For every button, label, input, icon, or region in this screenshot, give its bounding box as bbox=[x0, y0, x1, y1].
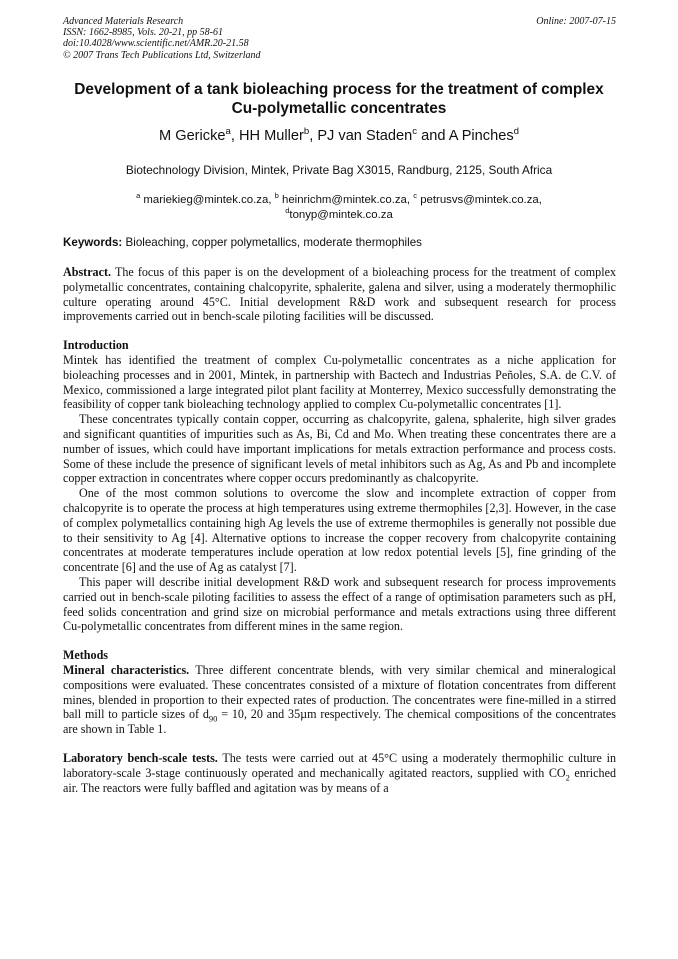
author-name: M Gericke bbox=[159, 128, 226, 144]
intro-paragraph: One of the most common solutions to overcome the slow and incomplete extraction of copper from chalcopyrite is to operate the process at high temperatures using extreme thermophiles [2,3]. However, in the case of complex polymetallics containing high Ag levels the use of extreme thermophiles is generally not possible due to their sensitivity to Ag [4]. Alternative options to increase the copper recovery from chalcopyrite containing concentrates at moderate temperatures include operation at low redox potential levels [5], fine grinding of the concentrate [6] and the use of Ag as catalyst [7]. bbox=[63, 486, 616, 575]
author-affil-mark: d bbox=[513, 126, 519, 138]
mineral-subscript: 90 bbox=[208, 713, 218, 724]
author-name: PJ van Staden bbox=[317, 128, 413, 144]
email-separator: , bbox=[538, 194, 542, 206]
email-mark: b bbox=[274, 191, 279, 201]
author-affil-mark: c bbox=[412, 126, 418, 138]
lab-subscript: 2 bbox=[565, 772, 570, 783]
author-separator: and bbox=[417, 128, 449, 144]
email-address[interactable]: tonyp@mintek.co.za bbox=[289, 208, 393, 221]
email-mark: c bbox=[413, 191, 418, 201]
intro-paragraph: Mintek has identified the treatment of complex Cu-polymetallic concentrates as a niche application for bioleaching processes and in 2001, Mintek, in partnership with Bactech and Industrias Peñoles, S.A. de C.V. of Mexico, commissioned a large integrated pilot plant facility at Monterrey, Mexico successfully demonstrating the feasibility of copper tank bioleaching technology applied to complex Cu-polymetallic concentrates [1]. bbox=[63, 352, 616, 412]
abstract-label: Abstract. bbox=[63, 265, 112, 279]
email-address[interactable]: mariekieg@mintek.co.za bbox=[143, 194, 269, 206]
email-separator: , bbox=[268, 194, 275, 206]
online-date: Online: 2007-07-15 bbox=[536, 16, 616, 27]
author-separator: , bbox=[230, 128, 239, 144]
author bbox=[317, 128, 417, 144]
intro-paragraph: This paper will describe initial development R&D work and subsequent research for process improvements carried out in bench-scale piloting facilities to assess the effect of a range of optimisation parameters such as pH, feed solids concentration and grind size on microbial performance and metals extractions using three different Cu-polymetallic concentrates from different mines in the same region. bbox=[63, 574, 616, 634]
author-name: HH Muller bbox=[238, 128, 304, 144]
mineral-text-start: Three different concentrate blends, with very similar chemical and mineralogical compositions were evaluated. These concentrates consisted of a mixture of flotation concentrates from different mines, blended in proportion to their expected rates of production. The concentrates were fine-milled in a stirred ball mill to particle sizes of d bbox=[63, 662, 616, 722]
author-separator: , bbox=[309, 128, 318, 144]
keywords-text: Bioleaching, copper polymetallics, moderate thermophiles bbox=[125, 236, 422, 249]
author-affil-mark: a bbox=[225, 126, 231, 138]
paper-body bbox=[63, 265, 616, 795]
abstract-text: The focus of this paper is on the development of a bioleaching process for the treatment of complex polymetallic concentrates, containing chalcopyrite, sphalerite, galena and silver, using a moderately thermophilic culture operating around 45°C. Initial development R&D work and subsequent research for process improvements carried out in bench-scale piloting facilities will be discussed. bbox=[63, 265, 616, 324]
title-line-2: Cu-polymetallic concentrates bbox=[231, 100, 447, 117]
email-mark: a bbox=[136, 191, 141, 201]
copyright-line: © 2007 Trans Tech Publications Ltd, Switzerland bbox=[63, 49, 261, 61]
lab-label: Laboratory bench-scale tests. bbox=[63, 750, 218, 765]
doi-line: doi:10.4028/www.scientific.net/AMR.20-21.58 bbox=[63, 38, 249, 50]
email-address[interactable]: heinrichm@mintek.co.za bbox=[282, 194, 407, 206]
email-separator: , bbox=[406, 194, 414, 206]
keywords bbox=[63, 236, 616, 249]
intro-paragraph: These concentrates typically contain copper, occurring as chalcopyrite, galena, sphalerite, high silver grades and significant quantities of impurities such as As, Bi, Cd and Mo. When treating these concentrates there are a number of issues, which could have important implications for metals extraction performance and process costs. Some of these include the presence of significant levels of metal inhibitors such as Ag, As and Pb and incomplete copper extraction in concentrates where copper occurs predominantly as chalcopyrite. bbox=[63, 412, 616, 486]
email-mark: d bbox=[285, 205, 290, 215]
lab-text-end: enriched air. The reactors were fully baffled and agitation was by means of a bbox=[63, 765, 616, 795]
issn-line: ISSN: 1662-8985, Vols. 20-21, pp 58-61 bbox=[63, 27, 223, 39]
author-list bbox=[40, 128, 638, 144]
lab-text-start: The tests were carried out at 45°C using a moderately thermophilic culture in laboratory-scale 3-stage continuously operated and mechanically agitated reactors, supplied with CO bbox=[63, 750, 616, 780]
abstract bbox=[63, 265, 616, 324]
mineral-characteristics-paragraph bbox=[63, 663, 616, 737]
running-header bbox=[63, 16, 616, 61]
mineral-label: Mineral characteristics. bbox=[63, 662, 190, 677]
introduction-heading: Introduction bbox=[63, 338, 129, 353]
lab-tests-paragraph bbox=[63, 751, 616, 795]
author-affil-mark: b bbox=[303, 126, 310, 138]
email-address[interactable]: petrusvs@mintek.co.za bbox=[420, 194, 539, 206]
journal-name: Advanced Materials Research bbox=[63, 16, 184, 27]
author-name: A Pinches bbox=[448, 128, 514, 144]
keywords-label: Keywords: bbox=[63, 236, 123, 249]
mineral-text-end: = 10, 20 and 35µm respectively. The chemical compositions of the concentrates are shown in Table 1. bbox=[63, 707, 616, 737]
affiliation: Biotechnology Division, Mintek, Private Bag X3015, Randburg, 2125, South Africa bbox=[125, 163, 553, 177]
author-emails bbox=[70, 193, 608, 222]
methods-heading: Methods bbox=[63, 648, 109, 663]
author bbox=[159, 128, 231, 144]
author bbox=[239, 128, 309, 144]
paper-title bbox=[40, 80, 638, 118]
author bbox=[449, 128, 519, 144]
title-line-1: Development of a tank bioleaching process for the treatment of complex bbox=[74, 81, 604, 98]
